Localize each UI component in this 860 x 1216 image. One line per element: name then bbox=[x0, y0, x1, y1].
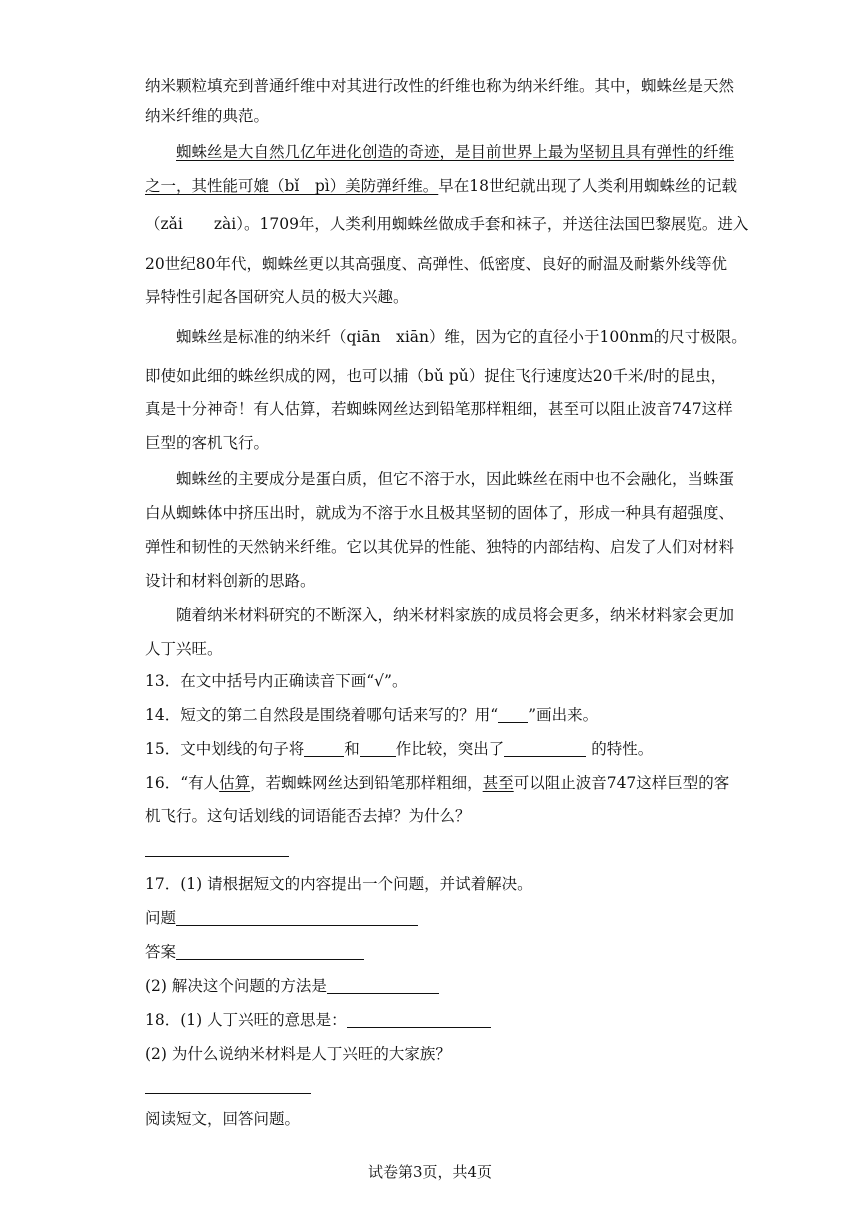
passage-line: 蜘蛛丝的主要成分是蛋白质，但它不溶于水，因此蛛丝在雨中也不会融化，当蛛蛋 bbox=[176, 470, 735, 488]
question-text: 作比较，突出了 bbox=[395, 740, 505, 758]
passage-line: 设计和材料创新的思路。 bbox=[145, 572, 316, 590]
question-text: 的特性。 bbox=[586, 740, 654, 758]
question-16-line-2: 机飞行。这句话划线的词语能否去掉？为什么？ bbox=[145, 807, 471, 825]
question-18-part-1 bbox=[145, 1010, 491, 1030]
passage-line: 即使如此细的蛛丝织成的网，也可以捕（bǔ pǔ）捉住飞行速度达20千米/时的昆虫， bbox=[145, 367, 727, 385]
question-17-question-row bbox=[145, 908, 418, 928]
question-14 bbox=[145, 705, 598, 725]
answer-blank[interactable] bbox=[176, 943, 364, 960]
question-13: 13．在文中括号内正确读音下画“√”。 bbox=[145, 672, 408, 690]
passage-line: 人丁兴旺。 bbox=[145, 640, 223, 658]
answer-blank[interactable] bbox=[360, 740, 396, 757]
question-15 bbox=[145, 739, 653, 759]
question-label: 问题 bbox=[145, 909, 177, 927]
question-16 bbox=[145, 773, 729, 793]
passage-line: 巨型的客机飞行。 bbox=[145, 434, 270, 452]
passage-text: 早在18世纪就出现了人类利用蜘蛛丝的记载 bbox=[438, 177, 737, 195]
question-17-part-2 bbox=[145, 976, 439, 996]
passage-line: 纳米颗粒填充到普通纤维中对其进行改性的纤维也称为纳米纤维。其中，蜘蛛丝是天然 bbox=[145, 77, 735, 95]
answer-blank[interactable] bbox=[498, 706, 528, 723]
passage-line: 真是十分神奇！有人估算，若蜘蛛网丝达到铅笔那样粗细，甚至可以阻止波音747这样 bbox=[145, 400, 733, 418]
underlined-word: 甚至 bbox=[482, 774, 514, 792]
answer-blank[interactable] bbox=[347, 1011, 491, 1028]
passage-line: 弹性和韧性的天然钠米纤维。它以其优异的性能、独特的内部结构、启发了人们对材料 bbox=[145, 538, 735, 556]
question-text: 和 bbox=[344, 740, 360, 758]
answer-label: 答案 bbox=[145, 943, 177, 961]
question-18-part-2: (2) 为什么说纳米材料是人丁兴旺的大家族？ bbox=[145, 1045, 451, 1063]
answer-blank[interactable] bbox=[304, 740, 344, 757]
question-text: 15．文中划线的句子将 bbox=[145, 740, 305, 758]
passage-line: 随着纳米材料研究的不断深入，纳米材料家族的成员将会更多，纳米材料家会更加 bbox=[176, 606, 735, 624]
passage-line: 异特性引起各国研究人员的极大兴趣。 bbox=[145, 288, 409, 306]
question-text: (2) 解决这个问题的方法是 bbox=[145, 977, 327, 995]
answer-blank[interactable] bbox=[504, 740, 586, 757]
page-footer: 试卷第3页，共4页 bbox=[367, 1163, 493, 1181]
answer-blank[interactable] bbox=[327, 977, 439, 994]
question-17-part-1: 17．(1) 请根据短文的内容提出一个问题，并试着解决。 bbox=[145, 875, 533, 893]
question-text: ”画出来。 bbox=[528, 706, 599, 724]
next-section-heading: 阅读短文，回答问题。 bbox=[145, 1110, 301, 1128]
passage-line bbox=[145, 176, 737, 196]
underlined-word: 估算 bbox=[219, 774, 251, 792]
answer-blank[interactable] bbox=[176, 909, 418, 926]
passage-line: 20世纪80年代，蜘蛛丝更以其高强度、高弹性、低密度、良好的耐温及耐紫外线等优 bbox=[145, 255, 727, 273]
question-text: 16．“有人 bbox=[145, 774, 220, 792]
passage-line: 蜘蛛丝是标准的纳米纤（qiān xiān）维，因为它的直径小于100nm的尺寸极限。 bbox=[176, 328, 747, 346]
answer-line[interactable] bbox=[145, 856, 289, 857]
question-text: 18．(1) 人丁兴旺的意思是： bbox=[145, 1011, 347, 1029]
underlined-sentence: 之一，其性能可媲（bǐ pì）美防弹纤维。 bbox=[145, 177, 439, 195]
passage-line: 纳米纤维的典范。 bbox=[145, 107, 270, 125]
question-17-answer-row bbox=[145, 942, 364, 962]
question-text: ，若蜘蛛网丝达到铅笔那样粗细， bbox=[250, 774, 483, 792]
question-text: 14．短文的第二自然段是围绕着哪句话来写的？用“ bbox=[145, 706, 499, 724]
passage-line-underlined: 蜘蛛丝是大自然几亿年进化创造的奇迹，是目前世界上最为坚韧且具有弹性的纤维 bbox=[176, 143, 735, 161]
question-text: 可以阻止波音747这样巨型的客 bbox=[513, 774, 730, 792]
passage-line: 白从蜘蛛体中挤压出时，就成为不溶于水且极其坚韧的固体了，形成一种具有超强度、 bbox=[145, 504, 735, 522]
passage-line: （zǎi zài）。1709年，人类利用蜘蛛丝做成手套和袜子，并送往法国巴黎展览。进入 bbox=[145, 215, 749, 233]
answer-line[interactable] bbox=[145, 1093, 311, 1094]
